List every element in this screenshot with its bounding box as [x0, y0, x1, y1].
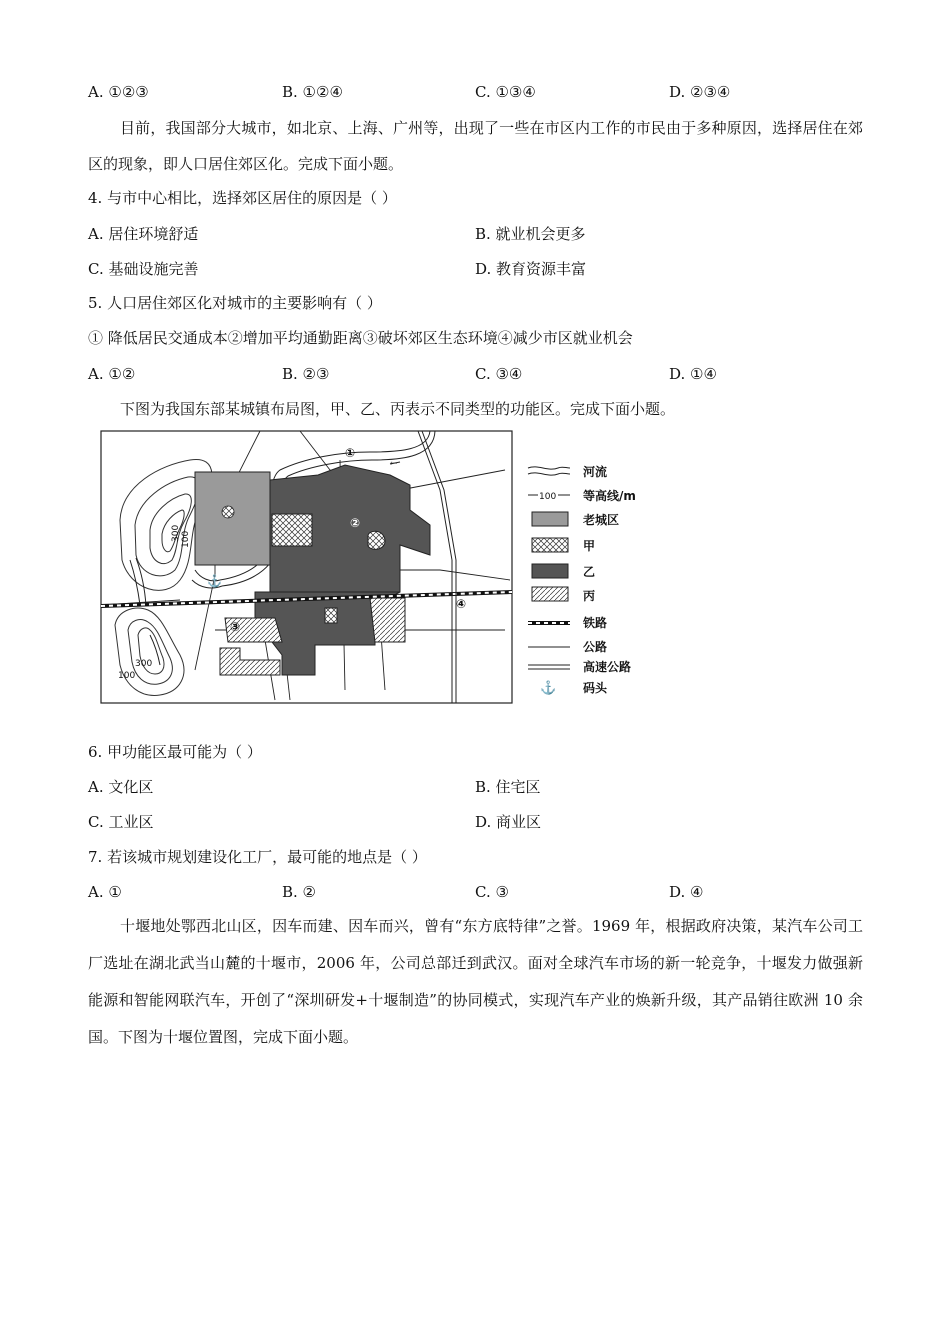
q5-statements: ① 降低居民交通成本②增加平均通勤距离③破坏郊区生态环境④减少市区就业机会 — [88, 329, 633, 347]
q6-option-d: D. 商业区 — [475, 813, 542, 831]
bing-zone-3 — [370, 598, 405, 642]
legend-dock: 码头 — [583, 681, 608, 695]
q7-option-d: D. ④ — [669, 883, 704, 901]
q3-option-a: A. ①②③ — [88, 83, 149, 101]
legend-road: 公路 — [583, 640, 608, 654]
town-layout-map — [100, 430, 640, 705]
q5-option-d: D. ①④ — [669, 365, 717, 383]
legend-bing: 丙 — [583, 589, 596, 603]
map-legend — [528, 464, 636, 696]
q4-option-a: A. 居住环境舒适 — [88, 225, 199, 243]
legend-highway: 高速公路 — [583, 660, 632, 674]
legend-old-city: 老城区 — [583, 513, 620, 527]
q5-option-a: A. ①② — [88, 365, 136, 383]
passage-shiyan: 十堰地处鄂西北山区，因车而建、因车而兴，曾有“东方底特律”之誉。1969 年，根据政府决策，某汽车公司工厂选址在湖北武当山麓的十堰市，2006 年，公司总部迁到武汉。面对全球汽车市场的新一轮竞争，十堰发力做强新能源和智能网联汽车，开创了“深圳研发+十堰制造”的协同模式，实现汽车产业的焕新升级，其产品销往欧洲 10 余国。下图为十堰位置图，完成下面小题。 — [88, 917, 863, 1046]
contour-label-3: 300 — [135, 659, 153, 669]
legend-contour-sample: 100 — [539, 492, 557, 502]
marker-2: ② — [350, 516, 361, 530]
q4-option-d: D. 教育资源丰富 — [475, 260, 587, 278]
jia-zone-3 — [325, 608, 337, 623]
old-city-area — [195, 472, 270, 565]
legend-river: 河流 — [583, 465, 608, 479]
q7-stem: 7. 若该城市规划建设化工厂，最可能的地点是（ ） — [88, 848, 427, 866]
svg-text:←: ← — [390, 459, 398, 469]
q4-option-b: B. 就业机会更多 — [475, 225, 586, 243]
marker-3: ③ — [230, 620, 241, 634]
dock-icon: ⚓ — [207, 574, 222, 588]
contour-label-4: 100 — [118, 671, 136, 681]
q6-option-c: C. 工业区 — [88, 813, 154, 831]
q5-stem: 5. 人口居住郊区化对城市的主要影响有（ ） — [88, 294, 382, 312]
q6-stem: 6. 甲功能区最可能为（ ） — [88, 743, 262, 761]
q3-option-b: B. ①②④ — [282, 83, 343, 101]
passage-suburbanization: 目前，我国部分大城市，如北京、上海、广州等，出现了一些在市区内工作的市民由于多种原因，选择居住在郊区的现象，即人口居住郊区化。完成下面小题。 — [88, 119, 863, 173]
q7-option-c: C. ③ — [475, 883, 509, 901]
contour-label-1: 300 — [171, 524, 181, 542]
jia-zone-2 — [368, 531, 385, 549]
q5-option-b: B. ②③ — [282, 365, 330, 383]
jia-zone-1 — [272, 514, 312, 546]
q5-option-c: C. ③④ — [475, 365, 523, 383]
passage-map-intro: 下图为我国东部某城镇布局图，甲、乙、丙表示不同类型的功能区。完成下面小题。 — [120, 400, 676, 418]
q3-option-c: C. ①③④ — [475, 83, 536, 101]
q3-option-d: D. ②③④ — [669, 83, 731, 101]
legend-dock-icon: ⚓ — [540, 681, 557, 696]
legend-railway: 铁路 — [583, 616, 608, 630]
q4-stem: 4. 与市中心相比，选择郊区居住的原因是（ ） — [88, 189, 397, 207]
q7-option-a: A. ① — [88, 883, 122, 901]
q4-option-c: C. 基础设施完善 — [88, 260, 199, 278]
marker-4: ④ — [456, 597, 467, 611]
q6-option-b: B. 住宅区 — [475, 778, 541, 796]
legend-yi: 乙 — [583, 565, 596, 579]
legend-jia: 甲 — [583, 539, 596, 553]
q6-option-a: A. 文化区 — [88, 778, 154, 796]
contour-label-2: 100 — [181, 530, 191, 548]
q7-option-b: B. ② — [282, 883, 317, 901]
marker-1: ① — [345, 446, 356, 460]
legend-contour: 等高线/m — [583, 489, 636, 503]
